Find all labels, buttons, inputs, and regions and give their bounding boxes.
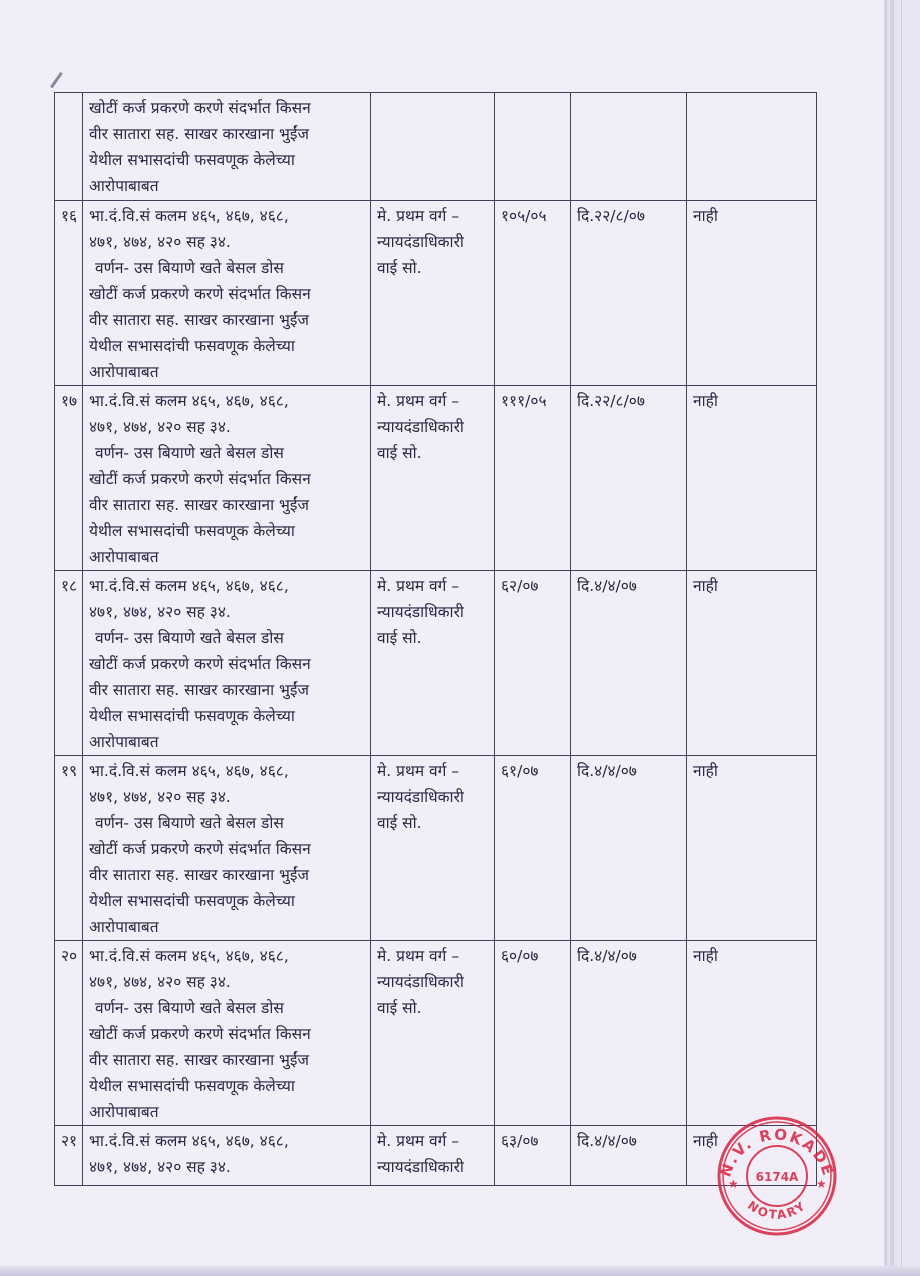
description-line: भा.दं.वि.सं कलम ४६५, ४६७, ४६८,: [89, 577, 289, 595]
description-cell: [83, 201, 371, 386]
description-line: वीर सातारा सह. साखर कारखाना भुईंज: [89, 311, 310, 329]
status-cell: [687, 941, 817, 1126]
sr-number: १९: [61, 762, 78, 780]
description-cell: [83, 1126, 371, 1186]
description-line: आरोपाबाबत: [89, 177, 159, 195]
sr-cell: [55, 386, 83, 571]
status-cell: [687, 93, 817, 201]
description-line: आरोपाबाबत: [89, 1103, 159, 1121]
description-line: ४७१, ४७४, ४२० सह ३४.: [89, 603, 231, 621]
case-date: दि.४/४/०७: [577, 1132, 637, 1150]
description-line: वर्णन- उस बियाणे खते बेसल डोस: [95, 629, 284, 647]
sr-cell: [55, 93, 83, 201]
court-line: न्यायदंडाधिकारी: [377, 418, 464, 436]
case-date: दि.२२/८/०७: [577, 392, 645, 410]
court-line: न्यायदंडाधिकारी: [377, 788, 464, 806]
description-line: आरोपाबाबत: [89, 733, 159, 751]
status-cell: [687, 571, 817, 756]
case-no-cell: [495, 756, 571, 941]
description-line: वर्णन- उस बियाणे खते बेसल डोस: [95, 814, 284, 832]
date-cell: [571, 941, 687, 1126]
description-cell: [83, 93, 371, 201]
court-cell: [371, 941, 495, 1126]
description-line: वर्णन- उस बियाणे खते बेसल डोस: [95, 444, 284, 462]
court-line: मे. प्रथम वर्ग –: [377, 207, 460, 225]
sr-cell: [55, 571, 83, 756]
status-text: नाही: [693, 392, 718, 410]
sr-number: १८: [61, 577, 78, 595]
description-line: खोटीं कर्ज प्रकरणे करणे संदर्भात किसन: [89, 470, 311, 488]
sr-cell: [55, 941, 83, 1126]
description-line: वर्णन- उस बियाणे खते बेसल डोस: [95, 999, 284, 1017]
case-date: दि.४/४/०७: [577, 947, 637, 965]
sr-cell: [55, 201, 83, 386]
description-line: खोटीं कर्ज प्रकरणे करणे संदर्भात किसन: [89, 285, 311, 303]
case-date: दि.४/४/०७: [577, 577, 637, 595]
sr-cell: [55, 756, 83, 941]
court-line: वाई सो.: [377, 999, 422, 1017]
date-cell: [571, 1126, 687, 1186]
court-line: वाई सो.: [377, 629, 422, 647]
court-cell: [371, 386, 495, 571]
description-line: येथील सभासदांची फसवणूक केलेच्या: [89, 337, 295, 355]
table-row: [55, 941, 817, 1126]
description-line: ४७१, ४७४, ४२० सह ३४.: [89, 233, 231, 251]
case-no-cell: [495, 201, 571, 386]
description-cell: [83, 756, 371, 941]
court-cell: [371, 571, 495, 756]
case-no-cell: [495, 1126, 571, 1186]
court-cell: [371, 201, 495, 386]
court-cell: [371, 93, 495, 201]
case-no-cell: [495, 386, 571, 571]
sr-cell: [55, 1126, 83, 1186]
case-number: ६३/०७: [501, 1132, 539, 1150]
description-cell: [83, 941, 371, 1126]
court-line: मे. प्रथम वर्ग –: [377, 577, 460, 595]
case-date: दि.४/४/०७: [577, 762, 637, 780]
sr-number: २०: [61, 947, 78, 965]
status-cell: [687, 201, 817, 386]
description-line: येथील सभासदांची फसवणूक केलेच्या: [89, 151, 295, 169]
description-line: खोटीं कर्ज प्रकरणे करणे संदर्भात किसन: [89, 840, 311, 858]
description-line: खोटीं कर्ज प्रकरणे करणे संदर्भात किसन: [89, 655, 311, 673]
court-cell: [371, 756, 495, 941]
description-line: येथील सभासदांची फसवणूक केलेच्या: [89, 892, 295, 910]
table-row: [55, 1126, 817, 1186]
table-row: [55, 201, 817, 386]
page-edge: [886, 0, 887, 1276]
sr-number: २१: [61, 1132, 78, 1150]
star-icon: ★: [816, 1177, 827, 1191]
court-line: वाई सो.: [377, 814, 422, 832]
description-line: येथील सभासदांची फसवणूक केलेच्या: [89, 707, 295, 725]
court-line: न्यायदंडाधिकारी: [377, 603, 464, 621]
table-row: [55, 756, 817, 941]
table-row: [55, 571, 817, 756]
case-number: ६१/०७: [501, 762, 539, 780]
case-no-cell: [495, 941, 571, 1126]
court-line: वाई सो.: [377, 259, 422, 277]
description-line: भा.दं.वि.सं कलम ४६५, ४६७, ४६८,: [89, 947, 289, 965]
page-edge: [901, 0, 902, 1276]
court-line: न्यायदंडाधिकारी: [377, 973, 464, 991]
description-line: वीर सातारा सह. साखर कारखाना भुईंज: [89, 496, 310, 514]
description-line: भा.दं.वि.सं कलम ४६५, ४६७, ४६८,: [89, 207, 289, 225]
description-line: आरोपाबाबत: [89, 918, 159, 936]
description-line: भा.दं.वि.सं कलम ४६५, ४६७, ४६८,: [89, 392, 289, 410]
status-text: नाही: [693, 207, 718, 225]
case-number: १०५/०५: [501, 207, 547, 225]
description-line: येथील सभासदांची फसवणूक केलेच्या: [89, 1077, 295, 1095]
date-cell: [571, 756, 687, 941]
description-line: ४७१, ४७४, ४२० सह ३४.: [89, 973, 231, 991]
status-text: नाही: [693, 762, 718, 780]
status-cell: [687, 756, 817, 941]
description-line: ४७१, ४७४, ४२० सह ३४.: [89, 418, 231, 436]
svg-text:NOTARY: [745, 1198, 809, 1222]
stamp-center: 6174A: [755, 1170, 799, 1184]
status-text: नाही: [693, 947, 718, 965]
case-no-cell: [495, 93, 571, 201]
page-bottom-edge: [0, 1266, 920, 1276]
records-table-body: [55, 93, 817, 1186]
description-line: ४७१, ४७४, ४२० सह ३४.: [89, 788, 231, 806]
case-number: ६०/०७: [501, 947, 539, 965]
court-line: मे. प्रथम वर्ग –: [377, 947, 460, 965]
status-text: नाही: [693, 577, 718, 595]
case-no-cell: [495, 571, 571, 756]
ink-mark: [50, 72, 71, 94]
table-row-continuation: [55, 93, 817, 201]
court-line: न्यायदंडाधिकारी: [377, 233, 464, 251]
case-number: १११/०५: [501, 392, 547, 410]
description-line: वर्णन- उस बियाणे खते बेसल डोस: [95, 259, 284, 277]
court-line: न्यायदंडाधिकारी: [377, 1158, 464, 1176]
description-line: ४७१, ४७४, ४२० सह ३४.: [89, 1158, 231, 1176]
description-line: वीर सातारा सह. साखर कारखाना भुईंज: [89, 125, 310, 143]
court-line: वाई सो.: [377, 444, 422, 462]
date-cell: [571, 93, 687, 201]
date-cell: [571, 201, 687, 386]
page-edge: [893, 0, 894, 1276]
court-line: मे. प्रथम वर्ग –: [377, 762, 460, 780]
sr-number: १६: [61, 207, 78, 225]
status-text: नाही: [693, 1132, 718, 1150]
description-line: आरोपाबाबत: [89, 363, 159, 381]
stamp-bottom: NOTARY: [744, 1198, 810, 1223]
description-cell: [83, 571, 371, 756]
description-line: वीर सातारा सह. साखर कारखाना भुईंज: [89, 866, 310, 884]
description-line: आरोपाबाबत: [89, 548, 159, 566]
star-icon: ★: [728, 1177, 739, 1191]
records-table: [54, 92, 817, 1186]
description-line: येथील सभासदांची फसवणूक केलेच्या: [89, 522, 295, 540]
description-line: खोटीं कर्ज प्रकरणे करणे संदर्भात किसन: [89, 1025, 311, 1043]
sr-number: १७: [61, 392, 78, 410]
court-cell: [371, 1126, 495, 1186]
table-row: [55, 386, 817, 571]
description-line: भा.दं.वि.सं कलम ४६५, ४६७, ४६८,: [89, 1132, 289, 1150]
case-date: दि.२२/८/०७: [577, 207, 645, 225]
description-cell: [83, 386, 371, 571]
description-line: भा.दं.वि.सं कलम ४६५, ४६७, ४६८,: [89, 762, 289, 780]
court-line: मे. प्रथम वर्ग –: [377, 1132, 460, 1150]
description-line: वीर सातारा सह. साखर कारखाना भुईंज: [89, 1051, 310, 1069]
notary-stamp: [708, 1112, 846, 1236]
date-cell: [571, 571, 687, 756]
date-cell: [571, 386, 687, 571]
stamp-name: N.V. ROKADE: [716, 1125, 838, 1180]
status-cell: [687, 386, 817, 571]
description-line: खोटीं कर्ज प्रकरणे करणे संदर्भात किसन: [89, 99, 311, 117]
case-number: ६२/०७: [501, 577, 539, 595]
description-line: वीर सातारा सह. साखर कारखाना भुईंज: [89, 681, 310, 699]
court-line: मे. प्रथम वर्ग –: [377, 392, 460, 410]
